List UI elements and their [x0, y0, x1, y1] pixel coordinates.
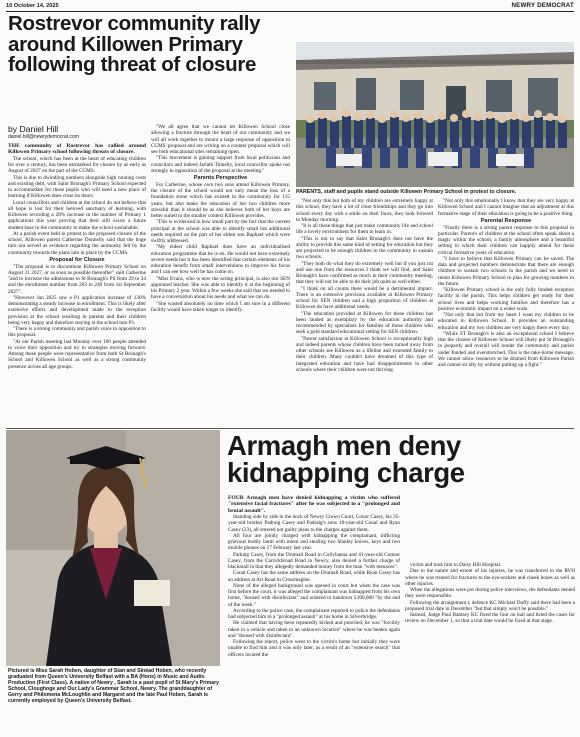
paragraph: "Killowen Primary school is the only fully funded reception facility in the parish. This helps children get ready for their school lives and helps working families and therefore has a positive economic impact on a wider scale. — [438, 287, 574, 312]
story1-lead: THE community of Rostrevor has rallied around Killowen Primary school following threats of closure. — [8, 143, 146, 156]
paragraph: For Catherine, whose own two sons attend Killowen Primary, the closure of the school would not only mean the loss of a foundation stone which has existed in the community for 115 years, but also make the education of her two children more stressful than it should be as she believes both of her boys are better suited to the smaller context Killowen provides. — [151, 181, 290, 219]
paragraph: "At our Parish meeting last Monday over 100 people attended to voice their opposition and try to strategise moving forward. Among these people were representative from both St Bronagh's School and Killowen School as well as a strong community presence across all age groups. — [8, 338, 146, 370]
story2-headline: Armagh men deny kidnapping charge — [227, 430, 465, 488]
story1-headline: Rostrevor community rally around Killowen Primary following threat of closure — [8, 12, 261, 76]
school-protest-image — [296, 42, 574, 187]
photo-caption — [296, 189, 574, 195]
masthead — [6, 2, 574, 12]
paragraph: "They both do what they do extremely well but if you just cut and use one from the resources I think we will find, and Saint Bronagh's have confirmed as much in their community meeting, that they will not be able to do their job quite as well either. — [296, 260, 433, 286]
byline-name: by Daniel Hill — [8, 124, 59, 134]
paragraph: "This is not to say that Saint Bronagh's does not have the ability to provide this same kind of setting for education but they are projected to be enough children in the community to sustain two schools. — [296, 235, 433, 261]
story1-column-3 — [296, 198, 433, 425]
paragraph: "Miss Evans, who is now the acting principal, is also our SEN appointed teacher. She was able to identify it at the beginning of his Primary 2 year. Within a few weeks she said that we needed to have a conversation about his needs and what we can do. — [151, 275, 290, 301]
paragraph: "Finally there is a strong parent response to this proposal in particular. Parent's of children at the school often speak about a magic within the school, a family atmosphere and a beautiful setting in which their children can happily attend for these critical formative years of education. — [438, 224, 574, 256]
paragraph: Following the arraignment t, defence KC Michael Duffy said there had been a proposed trial date in December "but that simply won't be possible." — [405, 599, 575, 612]
subheading-proposal: Proposal for Closure — [49, 256, 105, 263]
paragraph: "Parent satisfaction at Killowen School is exceptionally high and indeed parents whose children have been turned away from other schools see Killowen as a lifeline and extended family to their children. Many couldn't have dreamed of this type of integrated education and have had disappointments in other schools where their children were not thriving. — [296, 335, 433, 373]
paragraph: Following the report, police went to the victim's home but initially they were unable to find him and it was only later, as a result of an "extensive search" that officers located the — [228, 639, 400, 658]
paragraph: When the allegations were put during police interviews, the defendants denied they were responsible. — [405, 587, 575, 600]
paragraph: "However Jan 2025 saw a P1 application increase of 130% demonstrating a steady increase in enrollment. This is likely after extensive efforts and development made to the reception provision at the school resulting in parents and their children being very happy and therefore staying at the school into P1. — [8, 294, 146, 326]
paragraph: "The education provided at Killowen for these children has been lauded as exemplary by the education authority and recommended by specialists for families of those children who seek a gold standard educational setting for SEN children. — [296, 310, 433, 336]
paragraph: "Not only that but from my heart I want my children to be educated in Killowen School. It provides an outstanding education and my two children are very happy there every day. — [438, 312, 574, 331]
byline — [8, 124, 148, 140]
paragraph: According to the police case, the complainant reported to police the defendants had subjected him to a "prolonged assault" at his home in Silverbridge. — [228, 607, 400, 621]
paragraph: Conal Casey has the same address on the Drumall Road, while Ryan Casey has an address at Art Road in Crossmaglen. — [228, 570, 400, 583]
paragraph: "My eldest child Raphael does have an individualised education programme that he is on. He would not have extremely severe needs but it has been identified that certain elements of his education benefit from small interventions to improve his focus and I can see how well he has come on. — [151, 244, 290, 276]
paragraph: victim and took him to Daisy Hill Hospital. — [410, 562, 502, 568]
paper-name: NEWRY DEMOCRAT — [511, 2, 574, 9]
paragraph: "While ST Bronagh's is also an exceptional school I believe that the closure of Killowen School will likely put St Bronagh's in jeopardy and overall will render the community and parish under funded and overstretched. This is the take-home message. We cannot allow resources to be drained from Killowen Parish and cannot sit idly by without putting up a fight." — [438, 330, 574, 368]
paragraph: Local councillors and children at the school do not believe that all hope is lost for their beloved sanctuary of learning, with Killowen recording a 28% increase in the number of Primary 1 applications this year proving that their still exists a future student base in the community to make the school sustainable. — [8, 199, 146, 231]
story1-column-4 — [438, 198, 574, 425]
paragraph: This is due to dwindling numbers alongside high running costs and existing debt, with Saint Bronagh's Primary School expected to accommodate for those pupils who will need a new place of learning if Killowen does close its doors. — [8, 174, 146, 200]
paragraph: All four are jointly charged with kidnapping the complainant, inflicting grievous bodily harm with intent and stealing two Stanley knives, keys and two mobile phones on 17 February last year. — [228, 532, 400, 552]
subheading-parents: Parents Perspective — [193, 175, 248, 181]
paragraph: The school, which has been at the heart of educating children for over a century, has been earmarked for closure by as early as August of 2027 on the part of the CCMS. — [8, 155, 146, 175]
byline-email[interactable]: daniel.hill@newrydemocrat.com — [8, 134, 79, 140]
paragraph: "We all agree that we cannot let Killowen School close allowing a fracture through the heart of our community and we will all work together to mount a large response of opposition to CCMS' proposal and are writing on a counter proposal which will see both educational sites remaining open. — [151, 124, 290, 155]
paragraph: "It is all these things that just make community life and school life a lovely environment for them to learn in. — [296, 223, 433, 236]
story2-column-2 — [405, 562, 575, 735]
section-divider — [6, 428, 574, 429]
caption-bold: PARENTS, staff and pupils stand outside Killowen Primary School in protest to closure. — [296, 189, 517, 195]
graduate-photo — [6, 430, 220, 666]
story1-column-1 — [8, 143, 146, 425]
paragraph: "I think on all counts there would be a detrimental impact. There is an extensive provision available at Killowen Primary school for SEN children and a high proportion of children at Killowen do have additional needs. — [296, 285, 433, 311]
story2-column-1 — [228, 495, 400, 735]
paragraph: "This is evidenced in how small part by the fact that the current principal at the school was able to identify small but additional needs required on the part of her eldest son Raphael which were swiftly addressed. — [151, 219, 290, 244]
paragraph: "The proposal is to discontinue Killowen Primary School on August 31 2027, or as soon as possible thereafter" said Catherine "and to increase the admissions to St Bronagh's PS from 29 to 34 and the enrollment number from 203 to 240 from 1st September 2027". — [8, 263, 146, 295]
paragraph: "Not only this emotionally I know that they are very happy at Killowen School and I cannot imagine that an adjustment at this formative stage of their education is going to be a positive thing. — [438, 198, 574, 217]
paragraph: He claimed that having been repeatedly kicked and punched, he was "forcibly taken in a vehicle and taken to an unknown location" where he was beaten again and "doused with disinfectant". — [228, 620, 400, 639]
school-protest-photo — [296, 42, 574, 187]
graduate-caption: Pictured is Miss Sarah Hoben, daughter of Stan and Sinéad Hoben, who recently graduated from Queen's University Belfast with a BA (Hons) in Music and Audio Production (First Class). A native of Newry , Sarah is a past pupil of St Mary's Primary School, Cloughoge and Our Lady's Grammar School, Newry. The granddaughter of Gerry and Philomena McLoughlin and Margaret and the late Paul Hoben, Sarah is currently employed by Queen's University Belfast. — [8, 668, 219, 705]
graduate-image — [6, 430, 220, 666]
paragraph: Padraig Casey, from the Drumall Road in Cullyhanna and 41-year-old Connor Casey, from the Carrickbroad Road in Newry, also denied a further charge of blackmail in that they allegedly demanded money from the man "with menaces". — [228, 551, 400, 571]
paragraph: Instead, Judge Paul Ramsey KC fixed the four on bail and listed the cases for review on December 1, so that a trial date would be fixed at that stage. — [405, 612, 575, 625]
paragraph: None of the alleged background was opened in court but when the case was first before the court, it was alleged the complainant was kidnapped from his own home, "doused with disinfectant" and ordered to handover £100,000 "by the end of the week." — [228, 582, 400, 608]
paragraph: At a parish event held in protest to the proposed closure of the school, Killowen parent Catherine Donnelly said that the huge turn out served as evidence regarding the animosity felt by the community towards the plans lain in place by the CCMS. — [8, 230, 146, 256]
paragraph: "This movement is gaining support from local politicians and councilors and indeed Jarlath Tinnelly, local councillor spoke out strongly in opposition of the proposal at the meeting." — [151, 155, 290, 174]
story1-column-2 — [151, 124, 290, 425]
story2-lead: FOUR Armagh men have denied kidnapping a victim who suffered "extensive facial fractures" after he was subjected to a "prolonged and brutal assault". — [228, 495, 400, 514]
paragraph: Due to the nature and extent of his injuries, he was transferred to the RVH where he was treated for fractures to the eye-sockets and cheek bones as well as other injuries. — [405, 568, 575, 587]
paragraph: "There is a strong community and parish voice in opposition to this proposal. — [8, 326, 146, 339]
paragraph: "She wasted absolutely no time which I am sure in a different facility would have taken longer to identify. — [151, 300, 290, 313]
paragraph: "I have to believe that Killowen Primary can be saved. The data and projected numbers demonstrate that there are enough children to sustain two schools in the parish and we need to retain Killowen Primary School to plan for growing numbers in the future. — [438, 255, 574, 287]
page-date: 10 October 14, 2025 — [6, 3, 59, 9]
paragraph: "Not only this but both of my children are extremely happy at this school, they have a lot of close friendships and they go into school every day with a smile on their faces, they look forward to Monday morning. — [296, 198, 433, 223]
paragraph: Standing side by side in the dock of Newry Crown Court, Conor Casey, his 35-year-old brother Padraig Casey and Padraig's sons 18-year-old Conal and Ryan Casey (23), all entered not guilty pleas to the charges against them. — [228, 514, 400, 533]
subheading-response: Parental Response — [480, 217, 532, 224]
